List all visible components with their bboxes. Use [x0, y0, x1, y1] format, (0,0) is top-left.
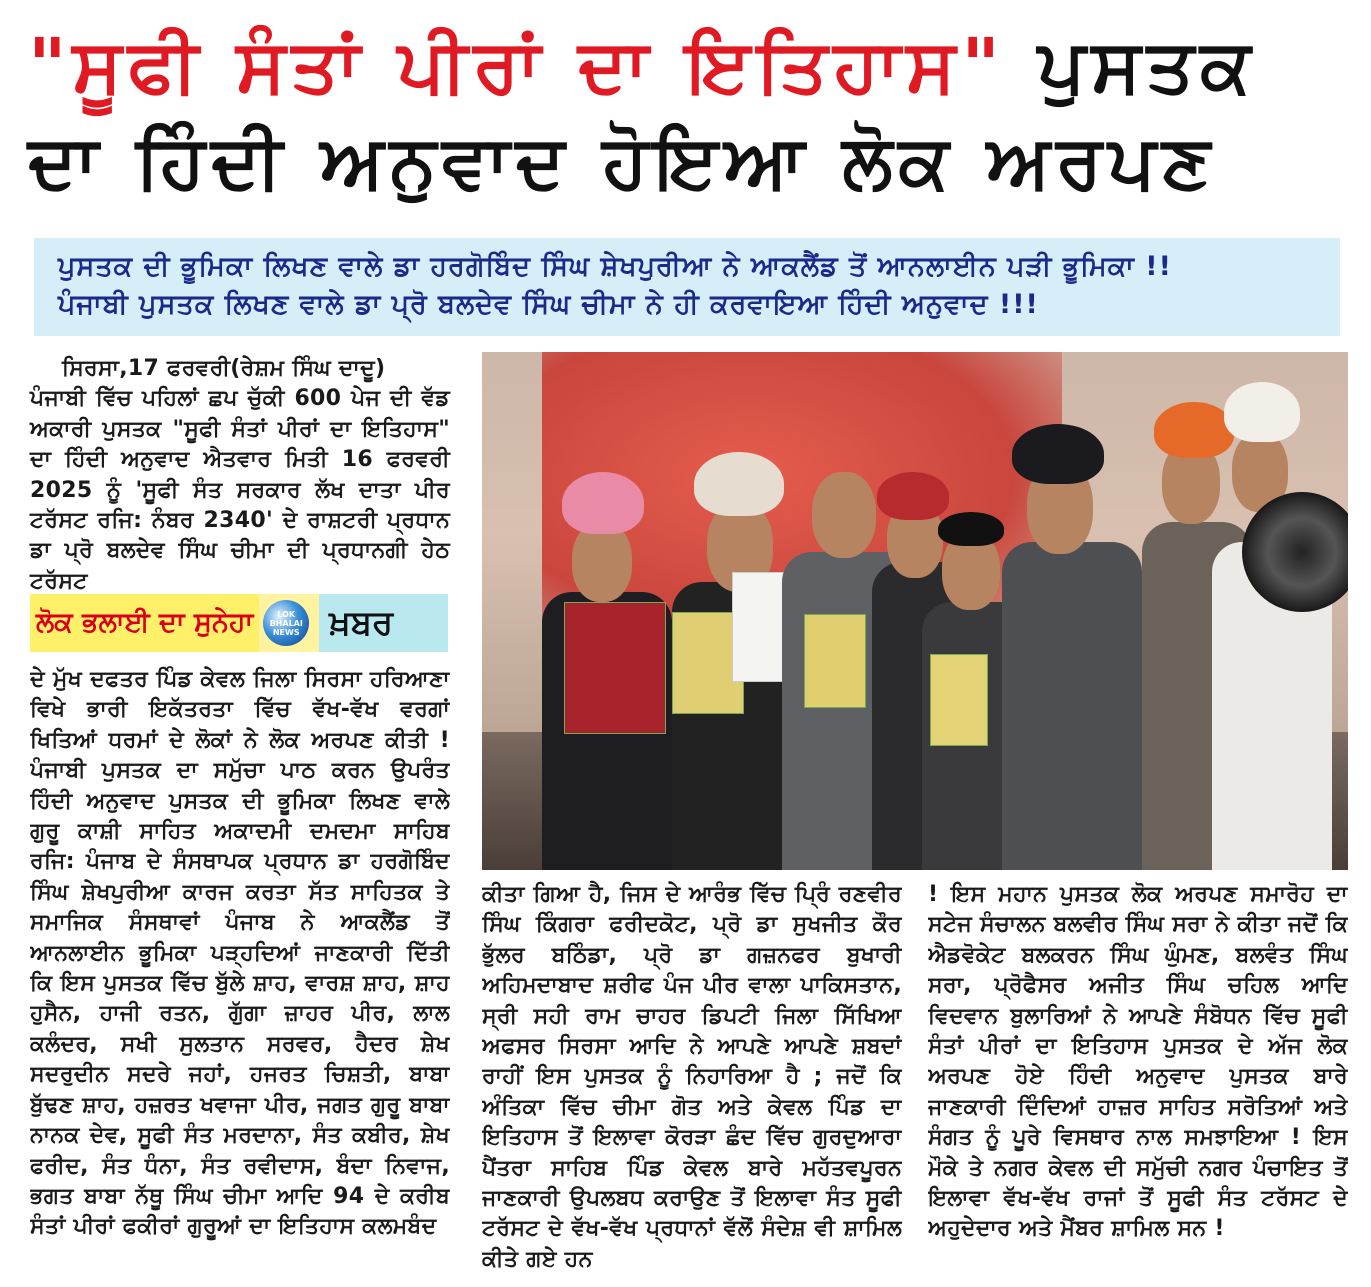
article-column-1-top	[30, 354, 450, 597]
headline	[28, 18, 1348, 210]
photo-book-yellow-3	[930, 654, 988, 746]
photo-book-yellow-2	[804, 614, 866, 708]
subheadline-line1: ਪੁਸਤਕ ਦੀ ਭੂਮਿਕਾ ਲਿਖਣ ਵਾਲੇ ਡਾ ਹਰਗੋਬਿੰਦ ਸਿੰਘ ਸ਼ੇਖਪੁਰੀਆ ਨੇ ਆਕਲੈਂਡ ਤੋਂ ਆਨਲਾਈਨ ਪੜੀ ਭੂਮਿਕਾ !!	[58, 251, 1172, 282]
banner-red-text: ਲੋਕ ਭਲਾਈ ਦਾ ਸੁਨੇਹਾ	[30, 594, 259, 652]
photo-book-red	[564, 602, 666, 734]
headline-line1-end: ਪੁਸਤਕ	[1037, 23, 1257, 109]
article-column-1-bottom	[30, 665, 450, 1285]
headline-title-quote: "ਸੂਫੀ ਸੰਤਾਂ ਪੀਰਾਂ ਦਾ ਇਤਿਹਾਸ"	[28, 23, 1006, 109]
article-paragraph-2: ਕੀਤਾ ਗਿਆ ਹੈ, ਜਿਸ ਦੇ ਆਰੰਭ ਵਿੱਚ ਪ੍ਰਿੰ ਰਣਵੀਰ ਸਿੰਘ ਕਿੰਗਰਾ ਫਰੀਦਕੋਟ, ਪ੍ਰੋ ਡਾ ਸੁਖਜੀਤ ਕੌਰ ਭੁੱਲਰ ਬਠਿੰਡਾ, ਪ੍ਰੋ ਡਾ ਗਜ਼ਨਫਰ ਬੁਖਾਰੀ ਅਹਿਮਦਾਬਾਦ ਸ਼ਰੀਫ ਪੰਜ ਪੀਰ ਵਾਲਾ ਪਾਕਿਸਤਾਨ, ਸ੍ਰੀ ਸਹੀ ਰਾਮ ਚਾਹਰ ਡਿਪਟੀ ਜਿਲਾ ਸਿੱਖਿਆ ਅਫਸਰ ਸਿਰਸਾ ਆਦਿ ਨੇ ਆਪਣੇ ਆਪਣੇ ਸ਼ਬਦਾਂ ਰਾਹੀਂ ਇਸ ਪੁਸਤਕ ਨੂੰ ਨਿਹਾਰਿਆ ਹੈ ; ਜਦੋਂ ਕਿ ਅੰਤਿਕਾ ਵਿੱਚ ਚੀਮਾ ਗੋਤ ਅਤੇ ਕੇਵਲ ਪਿੰਡ ਦਾ ਇਤਿਹਾਸ ਤੋਂ ਇਲਾਵਾ ਕੋਰੜਾ ਛੰਦ ਵਿੱਚ ਗੁਰਦੁਆਰਾ ਪੈਂਤਰਾ ਸਾਹਿਬ ਪਿੰਡ ਕੇਵਲ ਬਾਰੇ ਮਹੱਤਵਪੂਰਨ ਜਾਣਕਾਰੀ ਉਪਲਬਧ ਕਰਾਉਣ ਤੋਂ ਇਲਾਵਾ ਸੰਤ ਸੂਫੀ ਟਰੱਸਟ ਦੇ ਵੱਖ-ਵੱਖ ਪ੍ਰਧਾਨਾਂ ਵੱਲੋਂ ਸੰਦੇਸ਼ ਵੀ ਸ਼ਾਮਿਲ ਕੀਤੇ ਗਏ ਹਨ	[482, 882, 902, 1272]
subheadline-box	[34, 238, 1340, 336]
news-banner	[30, 594, 448, 652]
article-paragraph-intro: ਪੰਜਾਬੀ ਵਿੱਚ ਪਹਿਲਾਂ ਛਪ ਚੁੱਕੀ 600 ਪੇਜ ਦੀ ਵੱਡ ਅਕਾਰੀ ਪੁਸਤਕ "ਸੂਫੀ ਸੰਤਾਂ ਪੀਰਾਂ ਦਾ ਇਤਿਹਾਸ" ਦਾ ਹਿੰਦੀ ਅਨੁਵਾਦ ਐਤਵਾਰ ਮਿਤੀ 16 ਫਰਵਰੀ 2025 ਨੂੰ 'ਸੂਫੀ ਸੰਤ ਸਰਕਾਰ ਲੱਖ ਦਾਤਾ ਪੀਰ ਟਰੱਸਟ ਰਜਿ: ਨੰਬਰ 2340' ਦੇ ਰਾਸ਼ਟਰੀ ਪ੍ਰਧਾਨ ਡਾ ਪ੍ਰੋ ਬਲਦੇਵ ਸਿੰਘ ਚੀਮਾ ਦੀ ਪ੍ਰਧਾਨਗੀ ਹੇਠ ਟਰੱਸਟ	[30, 386, 450, 594]
globe-logo-icon	[263, 600, 309, 646]
event-photo	[482, 352, 1348, 870]
article-column-2	[482, 880, 902, 1285]
article-paragraph-3: ! ਇਸ ਮਹਾਨ ਪੁਸਤਕ ਲੋਕ ਅਰਪਣ ਸਮਾਰੋਹ ਦਾ ਸਟੇਜ ਸੰਚਾਲਨ ਬਲਵੀਰ ਸਿੰਘ ਸਰਾ ਨੇ ਕੀਤਾ ਜਦੋਂ ਕਿ ਐਡਵੋਕੇਟ ਬਲਕਰਨ ਸਿੰਘ ਘੁੰਮਣ, ਬਲਵੰਤ ਸਿੰਘ ਸਰਾ, ਪ੍ਰੋਫੈਸਰ ਅਜੀਤ ਸਿੰਘ ਚਹਿਲ ਆਦਿ ਵਿਦਵਾਨ ਬੁਲਾਰਿਆਂ ਨੇ ਆਪਣੇ ਸੰਬੋਧਨ ਵਿੱਚ ਸੂਫੀ ਸੰਤਾਂ ਪੀਰਾਂ ਦਾ ਇਤਿਹਾਸ ਪੁਸਤਕ ਦੇ ਅੱਜ ਲੋਕ ਅਰਪਣ ਹੋਏ ਹਿੰਦੀ ਅਨੁਵਾਦ ਪੁਸਤਕ ਬਾਰੇ ਜਾਣਕਾਰੀ ਦਿੰਦਿਆਂ ਹਾਜ਼ਰ ਸਾਹਿਤ ਸਰੋਤਿਆਂ ਅਤੇ ਸੰਗਤ ਨੂੰ ਪੂਰੇ ਵਿਸਥਾਰ ਨਾਲ ਸਮਝਾਇਆ ! ਇਸ ਮੌਕੇ ਤੇ ਨਗਰ ਕੇਵਲ ਦੀ ਸਮੁੱਚੀ ਨਗਰ ਪੰਚਾਇਤ ਤੋਂ ਇਲਾਵਾ ਵੱਖ-ਵੱਖ ਰਾਜਾਂ ਤੋਂ ਸੂਫੀ ਸੰਤ ਟਰੱਸਟ ਦੇ ਅਹੁਦੇਦਾਰ ਅਤੇ ਮੈਂਬਰ ਸ਼ਾਮਿਲ ਸਨ !	[928, 882, 1348, 1242]
headline-line2: ਦਾ ਹਿੰਦੀ ਅਨੁਵਾਦ ਹੋਇਆ ਲੋਕ ਅਰਪਣ	[28, 119, 1217, 205]
article-paragraph-1: ਦੇ ਮੁੱਖ ਦਫਤਰ ਪਿੰਡ ਕੇਵਲ ਜਿਲਾ ਸਿਰਸਾ ਹਰਿਆਣਾ ਵਿਖੇ ਭਾਰੀ ਇਕੱਤਰਤਾ ਵਿੱਚ ਵੱਖ-ਵੱਖ ਵਰਗਾਂ ਖਿਤਿਆਂ ਧਰਮਾਂ ਦੇ ਲੋਕਾਂ ਨੇ ਲੋਕ ਅਰਪਣ ਕੀਤੀ ! ਪੰਜਾਬੀ ਪੁਸਤਕ ਦਾ ਸਮੁੱਚਾ ਪਾਠ ਕਰਨ ਉਪਰੰਤ ਹਿੰਦੀ ਅਨੁਵਾਦ ਪੁਸਤਕ ਦੀ ਭੂਮਿਕਾ ਲਿਖਣ ਵਾਲੇ ਗੁਰੂ ਕਾਸ਼ੀ ਸਾਹਿਤ ਅਕਾਦਮੀ ਦਮਦਮਾ ਸਾਹਿਬ ਰਜਿ: ਪੰਜਾਬ ਦੇ ਸੰਸਥਾਪਕ ਪ੍ਰਧਾਨ ਡਾ ਹਰਗੋਬਿੰਦ ਸਿੰਘ ਸ਼ੇਖਪੁਰੀਆ ਕਾਰਜ ਕਰਤਾ ਸੱਤ ਸਾਹਿਤਕ ਤੇ ਸਮਾਜਿਕ ਸੰਸਥਾਵਾਂ ਪੰਜਾਬ ਨੇ ਆਕਲੈਂਡ ਤੋਂ ਆਨਲਾਈਨ ਭੂਮਿਕਾ ਪੜ੍ਹਦਿਆਂ ਜਾਣਕਾਰੀ ਦਿੱਤੀ ਕਿ ਇਸ ਪੁਸਤਕ ਵਿੱਚ ਬੁੱਲੇ ਸ਼ਾਹ, ਵਾਰਸ਼ ਸ਼ਾਹ, ਸ਼ਾਹ ਹੁਸੈਨ, ਹਾਜੀ ਰਤਨ, ਗੁੱਗਾ ਜ਼ਾਹਰ ਪੀਰ, ਲਾਲ ਕਲੰਦਰ, ਸਖੀ ਸੁਲਤਾਨ ਸਰਵਰ, ਹੈਦਰ ਸ਼ੇਖ ਸਦਰੁਦੀਨ ਸਦਰੇ ਜਹਾਂ, ਹਜਰਤ ਚਿਸ਼ਤੀ, ਬਾਬਾ ਬੁੱਢਣ ਸ਼ਾਹ, ਹਜ਼ਰਤ ਖਵਾਜਾ ਪੀਰ, ਜਗਤ ਗੁਰੂ ਬਾਬਾ ਨਾਨਕ ਦੇਵ, ਸੂਫੀ ਸੰਤ ਮਰਦਾਨਾ, ਸੰਤ ਕਬੀਰ, ਸ਼ੇਖ ਫਰੀਦ, ਸੰਤ ਧੰਨਾ, ਸੰਤ ਰਵੀਦਾਸ, ਬੰਦਾ ਨਿਵਾਜ, ਭਗਤ ਬਾਬਾ ਨੱਥੂ ਸਿੰਘ ਚੀਮਾ ਆਦਿ 94 ਦੇ ਕਰੀਬ ਸੰਤਾਂ ਪੀਰਾਂ ਫਕੀਰਾਂ ਗੁਰੂਆਂ ਦਾ ਇਤਿਹਾਸ ਕਲਮਬੰਦ	[30, 667, 450, 1240]
banner-black-text: ਖ਼ਬਰ	[319, 594, 448, 652]
dateline: ਸਿਰਸਾ,17 ਫਰਵਰੀ(ਰੇਸ਼ਮ ਸਿੰਘ ਦਾਦੂ)	[62, 356, 386, 381]
subheadline-line2: ਪੰਜਾਬੀ ਪੁਸਤਕ ਲਿਖਣ ਵਾਲੇ ਡਾ ਪ੍ਰੋ ਬਲਦੇਵ ਸਿੰਘ ਚੀਮਾ ਨੇ ਹੀ ਕਰਵਾਇਆ ਹਿੰਦੀ ਅਨੁਵਾਦ !!!	[58, 289, 1039, 320]
article-column-3	[928, 880, 1348, 1285]
globe-logo-text: LOK BHALAI NEWS	[269, 609, 303, 637]
